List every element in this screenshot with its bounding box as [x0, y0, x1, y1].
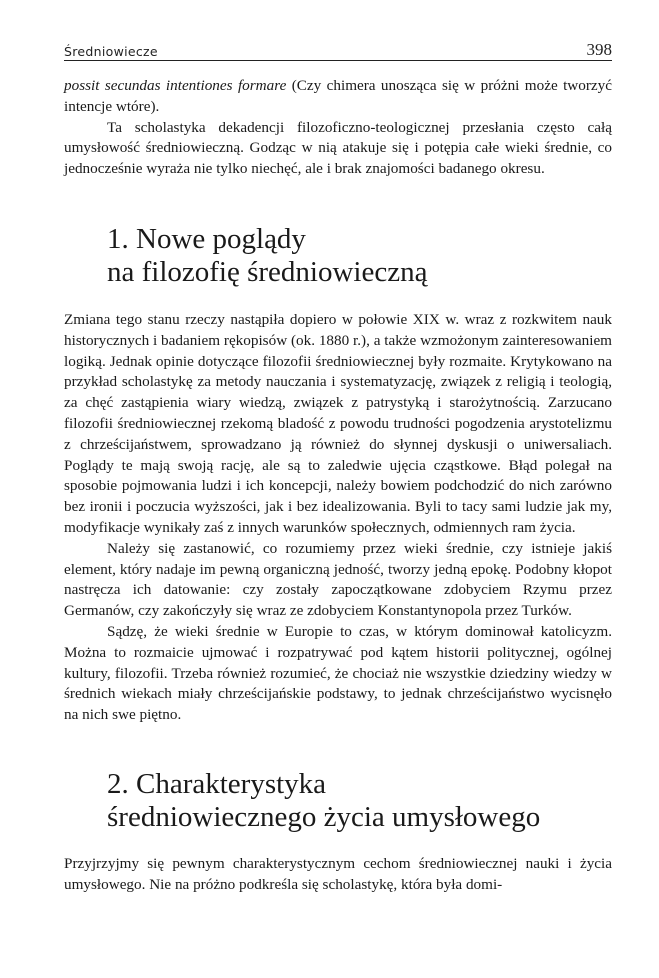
section-2-paragraph-1: Przyjrzyjmy się pewnym charakterystycznym cechom średniowiecznej nauki i życia umysłowego. Nie na próżno podkreśla się scholastykę, która była domi-: [64, 854, 612, 893]
section-1-paragraph-2: Należy się zastanowić, co rozumiemy przez wieki średnie, czy istnieje jakiś element, który nadaje im pewną organiczną jedność, tworzy jedną epokę. Podobny kłopot nastręcza ich datowanie: czy zostały zapoczątkowane zdobyciem Rzymu przez Germanów, czy zakończyły się wraz ze zdobyciem Konstantynopola przez Turków.: [64, 539, 612, 620]
intro-paragraph-2: Ta scholastyka dekadencji filozoficzno-teologicznej przesłania często całą umysłowość średniowieczną. Godząc w nią atakuje się i potępia całe wieki średnie, co jednocześnie wyraża nie tylko niechęć, ale i brak znajomości badanego okresu.: [64, 118, 612, 178]
latin-quote: possit secundas intentiones formare: [64, 77, 287, 94]
section-1-heading-line-1: 1. Nowe poglądy: [107, 222, 306, 255]
section-1-heading-line-2: na filozofię średniowieczną: [107, 255, 428, 288]
intro-paragraph-1: [64, 76, 612, 118]
running-title: Średniowiecze: [64, 44, 158, 59]
section-1-paragraph-1: Zmiana tego stanu rzeczy nastąpiła dopiero w połowie XIX w. wraz z rozkwitem nauk historycznych i badaniem rękopisów (ok. 1880 r.), a także wzmożonym zainteresowaniem logiką. Jednak opinie dotyczące filozofii średniowiecznej były rozmaite. Krytykowano na przykład scholastykę za metody nauczania i systematyzację, związek z religią i teologią, za chęć zastąpienia wiary wiedzą, związek z patrystyką i starożytnością. Zarzucano filozofii średniowiecznej rzekomą bladość z powodu trudności pogodzenia arystotelizmu z chrześcijaństwem, sprowadzano ją również do słynnej dyskusji o uniwersaliach. Poglądy te mają swoją rację, ale są to zaledwie ujęcia cząstkowe. Błąd polegał na sposobie pojmowania ludzi i ich koncepcji, należy bowiem podchodzić do nich zarówno bez ironii i poczucia wyższości, jak i bez idealizowania. Byli to tacy sami ludzie jak my, modyfikacje wynikały zaś z innych warunków społecznych, odmiennych ram życia.: [64, 310, 612, 536]
page-number: 398: [586, 40, 612, 59]
section-1-paragraph-3: Sądzę, że wieki średnie w Europie to czas, w którym dominował katolicyzm. Można to rozmaicie ujmować i rozpatrywać pod kątem historii politycznej, ogólnej kultury, filozofii. Trzeba również rozumieć, że chociaż nie wszystkie dziedziny wiedzy w średnich wiekach miały chrześcijańskie podstawy, to jednak chrześcijaństwo wycisnęło na nich swe piętno.: [64, 622, 612, 724]
section-2-heading: [64, 768, 612, 834]
running-header: [64, 38, 612, 61]
page-content: [64, 76, 612, 896]
section-1-heading: [64, 223, 612, 289]
section-2-heading-line-1: 2. Charakterystyka: [107, 767, 327, 800]
section-2-heading-line-2: średniowiecznego życia umysłowego: [107, 800, 541, 833]
intro-paragraph-1-rest: (Czy chimera unosząca się w próżni może tworzyć intencje wtóre).: [64, 77, 612, 115]
